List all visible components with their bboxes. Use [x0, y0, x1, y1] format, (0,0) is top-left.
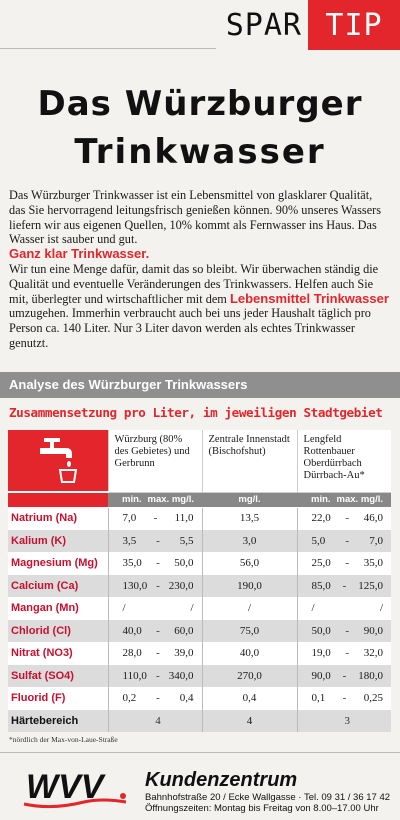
min-value: /	[311, 602, 315, 615]
table-row	[8, 642, 391, 665]
max-value: 32,0	[363, 647, 383, 660]
value-cell: /	[202, 597, 297, 620]
intro-p2-highlight: Lebensmittel Trinkwasser	[229, 290, 389, 306]
value-cell	[297, 552, 391, 575]
max-value: 46,0	[363, 512, 383, 525]
location-3: Lengfeld Rottenbauer Oberdürrbach Dürrbach-Au*	[297, 430, 391, 492]
row-label: Magnesium (Mg)	[8, 552, 108, 575]
analysis-bar-label: Analyse des Würzburger Trinkwassers	[9, 377, 248, 392]
separator: -	[156, 534, 160, 547]
value-cell	[108, 710, 202, 733]
value-cell: 4	[202, 710, 297, 733]
value-cell: 3,0	[202, 530, 297, 553]
value-cell	[297, 575, 391, 598]
unit-header-3: min. max. mg/l.	[297, 492, 391, 507]
min-value: 110,0	[122, 669, 147, 682]
max-value: /	[379, 602, 383, 615]
separator: -	[342, 579, 347, 592]
separator: 4	[155, 715, 161, 727]
table-row	[8, 597, 391, 620]
separator: -	[345, 624, 350, 637]
table-row	[8, 710, 391, 733]
page-title-line2: Trinkwasser	[74, 132, 326, 172]
max-value: 90,0	[363, 624, 383, 637]
max-value: 0,25	[363, 692, 383, 705]
value-cell	[108, 597, 202, 620]
value-cell	[108, 687, 202, 710]
value-cell	[108, 665, 202, 688]
value-cell	[108, 552, 202, 575]
unit-header-1: min. max. mg/l.	[108, 492, 202, 507]
max-value: 11,0	[174, 512, 194, 525]
min-value: 22,0	[311, 512, 331, 525]
value-cell: 13,5	[202, 507, 297, 530]
value-cell	[297, 642, 391, 665]
footer-rule	[0, 752, 400, 753]
footnote: *nördlich der Max-von-Laue-Straße	[9, 735, 118, 744]
min-value: 5,0	[311, 534, 326, 547]
intro-p2-start: Wir tun eine Menge dafür, damit das so bleibt. Wir überwachen ständig die Qualität und eventuelle Veränderungen des Trinkwassers. Helfen auch Sie mit, überlegter und wirtschaftlicher mit dem	[9, 261, 379, 306]
wvv-logo	[22, 766, 132, 810]
row-label: Mangan (Mn)	[8, 597, 108, 620]
intro-text	[9, 188, 391, 351]
tap-icon-cell	[8, 430, 108, 492]
min-value: /	[122, 602, 126, 615]
value-cell	[297, 597, 391, 620]
min-value: 3,5	[122, 534, 137, 547]
value-cell	[108, 507, 202, 530]
separator: -	[345, 512, 350, 525]
intro-paragraph-1: Das Würzburger Trinkwasser ist ein Lebensmittel von glasklarer Qualität, das Sie hervorragend leitungsfrisch genießen können. 90% unseres Wassers liefern wir aus eigenen Quellen, 10% kommt als Fernwasser ins Haus. Das Wasser ist sauber und gut.	[9, 188, 382, 247]
min-value: 130,0	[122, 579, 148, 592]
min-value: 7,0	[122, 512, 137, 525]
row-label: Natrium (Na)	[8, 507, 108, 530]
separator: -	[156, 557, 160, 570]
value-cell	[108, 642, 202, 665]
min-value: 90,0	[311, 669, 331, 682]
separator: -	[345, 534, 350, 547]
separator: -	[345, 557, 350, 570]
footer-line2: Öffnungszeiten: Montag bis Freitag von 8.00–17.00 Uhr	[145, 803, 379, 814]
max-value: 230,0	[168, 579, 194, 592]
svg-text:WVV: WVV	[26, 768, 104, 806]
unit-header-row	[8, 492, 391, 507]
min-value: 0,2	[122, 692, 137, 705]
separator: -	[156, 624, 160, 637]
value-cell	[297, 620, 391, 643]
separator: -	[342, 692, 347, 705]
value-cell	[108, 620, 202, 643]
unit-header-2: mg/l.	[202, 492, 297, 507]
page-title-line1: Das Würzburger	[37, 84, 363, 124]
water-tap-icon	[38, 436, 78, 484]
separator: -	[342, 669, 347, 682]
table-row	[8, 687, 391, 710]
max-value: 340,0	[168, 669, 194, 682]
footer-title: Kundenzentrum	[145, 769, 298, 791]
separator: -	[153, 512, 158, 525]
intro-paragraph-2	[9, 262, 391, 351]
unit-header-blank	[8, 492, 108, 507]
value-cell	[108, 575, 202, 598]
value-cell	[297, 665, 391, 688]
min-value: 85,0	[311, 579, 331, 592]
row-label: Nitrat (NO3)	[8, 642, 108, 665]
row-label: Calcium (Ca)	[8, 575, 108, 598]
table-row	[8, 620, 391, 643]
value-cell	[297, 530, 391, 553]
row-label: Sulfat (SO4)	[8, 665, 108, 688]
value-cell: 270,0	[202, 665, 297, 688]
value-cell: 56,0	[202, 552, 297, 575]
analysis-table	[8, 430, 391, 732]
tip-label: TIP	[308, 0, 400, 50]
location-2: Zentrale Innenstadt (Bischofshut)	[202, 430, 297, 492]
min-value: 35,0	[122, 557, 142, 570]
table-row	[8, 665, 391, 688]
row-label: Chlorid (Cl)	[8, 620, 108, 643]
intro-p2-end: umzugehen. Immerhin verbraucht auch bei uns jeder Haushalt täglich pro Person ca. 140 Liter. Nur 3 Liter davon werden als echtes Trinkwasser genutzt.	[9, 306, 371, 350]
separator: 3	[344, 715, 350, 727]
max-value: 35,0	[363, 557, 383, 570]
max-value: 180,0	[358, 669, 383, 682]
max-value: 5,5	[179, 534, 194, 547]
value-cell: 75,0	[202, 620, 297, 643]
max-value: 50,0	[174, 557, 194, 570]
min-value: 25,0	[311, 557, 331, 570]
row-label: Härtebereich	[8, 710, 108, 733]
separator: -	[155, 669, 160, 682]
spar-label: SPAR	[216, 0, 308, 50]
value-cell: 190,0	[202, 575, 297, 598]
min-value: 50,0	[311, 624, 331, 637]
table-row	[8, 575, 391, 598]
analysis-bar	[0, 372, 400, 398]
intro-highlight-heading: Ganz klar Trinkwasser.	[9, 246, 150, 262]
max-value: 60,0	[174, 624, 194, 637]
separator: -	[156, 579, 160, 592]
max-value: 0,4	[179, 692, 194, 705]
max-value: 125,0	[358, 579, 383, 592]
footer-line1: Bahnhofstraße 20 / Ecke Wallgasse · Tel. 09 31 / 36 17 42	[145, 792, 391, 803]
value-cell	[297, 687, 391, 710]
spar-tip-badge	[216, 0, 400, 50]
table-row	[8, 552, 391, 575]
value-cell	[297, 507, 391, 530]
row-label: Kalium (K)	[8, 530, 108, 553]
row-label: Fluorid (F)	[8, 687, 108, 710]
table-row	[8, 507, 391, 530]
value-cell	[297, 710, 391, 733]
location-1: Würzburg (80% des Gebietes) und Gerbrunn	[108, 430, 202, 492]
max-value: 7,0	[369, 534, 383, 547]
value-cell: 0,4	[202, 687, 297, 710]
value-cell	[108, 530, 202, 553]
max-value: 39,0	[174, 647, 194, 660]
value-cell: 40,0	[202, 642, 297, 665]
separator: -	[345, 647, 350, 660]
table-header-row	[8, 430, 391, 492]
max-value: /	[190, 602, 194, 615]
min-value: 0,1	[311, 692, 326, 705]
min-value: 40,0	[122, 624, 142, 637]
min-value: 19,0	[311, 647, 331, 660]
table-row	[8, 530, 391, 553]
table-subtitle: Zusammensetzung pro Liter, im jeweiligen Stadtgebiet	[9, 405, 383, 420]
footer-address	[145, 792, 390, 814]
separator: -	[156, 647, 160, 660]
separator: -	[156, 692, 160, 705]
min-value: 28,0	[122, 647, 142, 660]
